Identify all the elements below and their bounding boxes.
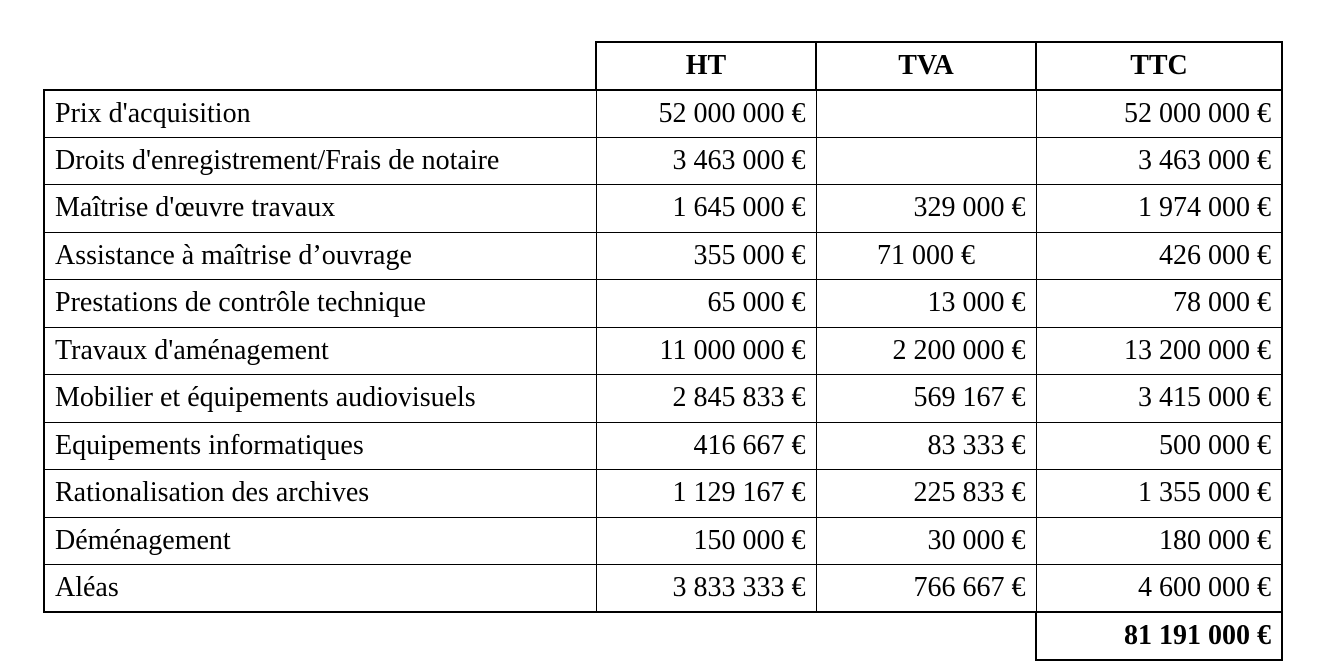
row-label: Rationalisation des archives xyxy=(44,470,596,518)
row-label: Prestations de contrôle technique xyxy=(44,280,596,328)
cell-ttc: 180 000 € xyxy=(1036,517,1282,565)
cell-ht: 416 667 € xyxy=(596,422,816,470)
cell-ht: 150 000 € xyxy=(596,517,816,565)
cell-ttc: 3 415 000 € xyxy=(1036,375,1282,423)
row-label: Droits d'enregistrement/Frais de notaire xyxy=(44,137,596,185)
cell-ht: 1 645 000 € xyxy=(596,185,816,233)
cell-ht: 3 833 333 € xyxy=(596,565,816,613)
cell-ttc: 3 463 000 € xyxy=(1036,137,1282,185)
header-ht: HT xyxy=(596,42,816,90)
table-row xyxy=(44,185,1282,233)
cell-tva: 225 833 € xyxy=(816,470,1036,518)
cell-ttc: 4 600 000 € xyxy=(1036,565,1282,613)
cell-ht: 2 845 833 € xyxy=(596,375,816,423)
cell-tva xyxy=(816,137,1036,185)
row-label: Travaux d'aménagement xyxy=(44,327,596,375)
cell-ht: 1 129 167 € xyxy=(596,470,816,518)
cell-tva: 71 000 € xyxy=(816,232,1036,280)
row-label: Maîtrise d'œuvre travaux xyxy=(44,185,596,233)
cell-ttc: 426 000 € xyxy=(1036,232,1282,280)
total-spacer xyxy=(816,612,1036,660)
header-row xyxy=(44,42,1282,90)
cell-tva xyxy=(816,90,1036,138)
row-label: Prix d'acquisition xyxy=(44,90,596,138)
header-ttc: TTC xyxy=(1036,42,1282,90)
table-row xyxy=(44,422,1282,470)
cell-ttc: 13 200 000 € xyxy=(1036,327,1282,375)
cell-tva: 13 000 € xyxy=(816,280,1036,328)
row-label: Assistance à maîtrise d’ouvrage xyxy=(44,232,596,280)
cell-ht: 355 000 € xyxy=(596,232,816,280)
row-label: Mobilier et équipements audiovisuels xyxy=(44,375,596,423)
total-row xyxy=(44,612,1282,660)
cell-ttc: 1 355 000 € xyxy=(1036,470,1282,518)
table-row xyxy=(44,517,1282,565)
cell-ttc: 1 974 000 € xyxy=(1036,185,1282,233)
cell-tva: 30 000 € xyxy=(816,517,1036,565)
table-row xyxy=(44,470,1282,518)
row-label: Aléas xyxy=(44,565,596,613)
total-spacer xyxy=(596,612,816,660)
header-empty-cell xyxy=(44,42,596,90)
cell-ht: 11 000 000 € xyxy=(596,327,816,375)
cell-ht: 3 463 000 € xyxy=(596,137,816,185)
total-spacer xyxy=(44,612,596,660)
cell-tva: 766 667 € xyxy=(816,565,1036,613)
cell-ttc: 78 000 € xyxy=(1036,280,1282,328)
cell-tva: 329 000 € xyxy=(816,185,1036,233)
table-row xyxy=(44,375,1282,423)
table-row xyxy=(44,327,1282,375)
cell-ht: 52 000 000 € xyxy=(596,90,816,138)
cell-tva: 2 200 000 € xyxy=(816,327,1036,375)
grand-total: 81 191 000 € xyxy=(1036,612,1282,660)
table-row xyxy=(44,232,1282,280)
table-row xyxy=(44,137,1282,185)
cell-ht: 65 000 € xyxy=(596,280,816,328)
budget-table-container xyxy=(43,41,1283,661)
table-row xyxy=(44,565,1282,613)
cell-ttc: 52 000 000 € xyxy=(1036,90,1282,138)
cell-tva: 569 167 € xyxy=(816,375,1036,423)
row-label: Equipements informatiques xyxy=(44,422,596,470)
table-row xyxy=(44,90,1282,138)
cell-tva: 83 333 € xyxy=(816,422,1036,470)
row-label: Déménagement xyxy=(44,517,596,565)
table-row xyxy=(44,280,1282,328)
header-tva: TVA xyxy=(816,42,1036,90)
cell-ttc: 500 000 € xyxy=(1036,422,1282,470)
budget-table xyxy=(43,41,1283,661)
